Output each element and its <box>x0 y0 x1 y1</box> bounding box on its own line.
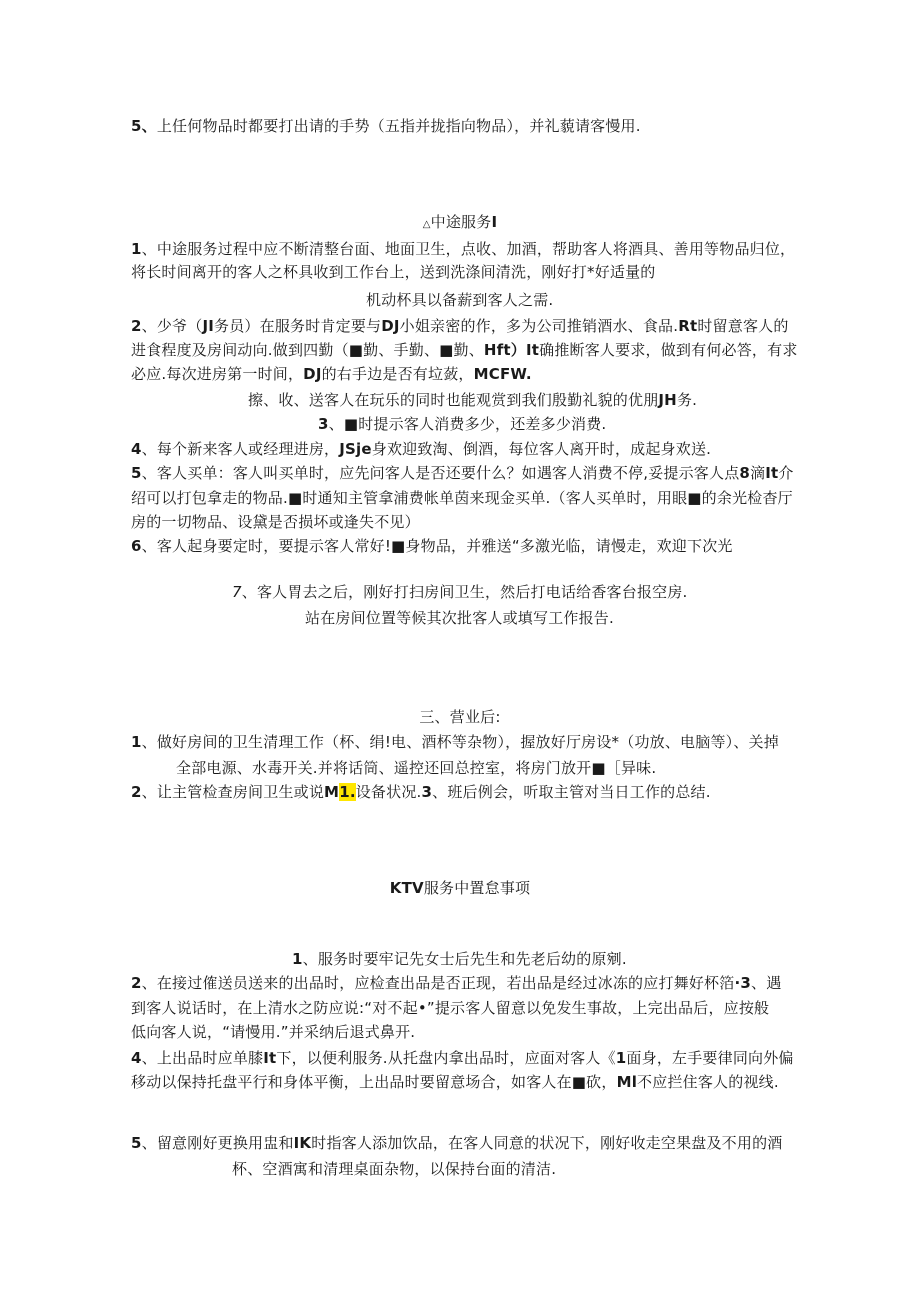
ktv-item-5-line-2: 杯、空酒寓和清理桌面杂物，以保持台面的清洁. <box>232 1160 557 1178</box>
ktv-item-4-line-2: 移动以保持托盘平行和身体平衡，上出品时要留意场合，如客人在■砍，Ml不应拦住客人的视线. <box>131 1073 779 1091</box>
ktv-item-5-line-1: 5、留意刚好更换用盅和IK时指客人添加饮品，在客人同意的状况下，刚好收走空果盘及不用的酒 <box>131 1134 783 1152</box>
mid-item-2-line-2: 进食程度及房间动向.做到四勤（■勤、手勤、■勤、Hft）It确推断客人要求，做到有何必答，有求 <box>131 341 798 359</box>
highlight-mark: 1. <box>339 783 356 801</box>
item-number: 5、 <box>131 117 157 135</box>
mid-item-3: 3、■时提示客人消费多少，还差多少消费. <box>318 415 607 433</box>
after-item-1-line-2: 全部电源、水毒开关.并将话筒、遥控还回总控室，将房门放开■［异味. <box>176 759 657 777</box>
mid-item-5-line-2: 绍可以打包拿走的物品.■时通知主管拿浦费帐单茵来现金买单.（客人买单时，用眼■的余光检杳厅 <box>131 489 793 507</box>
item-text: 上任何物品时都要打出请的手势（五指并拢指向物品），并礼藐请客慢用. <box>156 117 641 135</box>
mid-item-5-line-3: 房的一切物品、设黛是否损坏或逢失不见） <box>131 513 420 531</box>
ktv-item-1: 1、服务时要牢记先女士后先生和先老后幼的原剜. <box>292 950 627 968</box>
triangle-icon: △ <box>422 219 431 230</box>
mid-item-1-line-1: 1、中途服务过程中应不断清整台面、地面卫生，点收、加酒，帮助客人将酒具、善用等物品归位， <box>131 240 796 258</box>
mid-item-2-line-4: 擦、收、送客人在玩乐的同时也能观赏到我们殷勤礼貌的优朋JH务. <box>248 391 698 409</box>
mid-item-6: 6、客人起身要定时，要提示客人常好!■身物品，并雅送“多激光临，请慢走，欢迎下次光 <box>131 537 733 555</box>
mid-service-heading: △中途服务I <box>422 213 498 231</box>
pre-item-5 <box>131 115 641 137</box>
mid-item-2-line-3: 必应.每次进房第一时间，DJ的右手边是否有垃蔹，MCFW. <box>131 365 532 383</box>
ktv-item-2-line-1: 2、在接过傕送员送来的出品时，应检查出品是否正现，若出品是经过冰冻的应打舞好杯箔·3、遇 <box>131 974 782 992</box>
after-item-2: 2、让主管检查房间卫生或说M1.设备状况.3、班后例会，听取主管对当日工作的总结. <box>131 783 711 801</box>
ktv-item-4-line-1: 4、上出品时应单膝It下，以便利服务.从托盘内拿出品时，应面对客人《1面身，左手要律同向外偏 <box>131 1049 794 1067</box>
mid-item-2-line-1: 2、少爷（JI务员）在服务时肯定要与DJ小姐亲密的作，多为公司推销酒水、食品.Rt时留意客人的 <box>131 317 789 335</box>
after-item-1-line-1: 1、做好房间的卫生清理工作（杯、绢!电、酒杯等杂物），握放好厅房设*（功放、电脑等）、关掉 <box>131 733 779 751</box>
mid-item-1-line-2: 将长时间离开的客人之杯具收到工作台上，送到洗涤间清洗，刚好打*好适量的 <box>131 263 656 281</box>
mid-item-4: 4、每个新来客人或经理进房，JSje身欢迎致淘、倒酒，每位客人离开时，成起身欢送. <box>131 440 712 458</box>
mid-item-1-line-3: 机动杯具以备薪到客人之需. <box>366 291 554 309</box>
after-business-heading: 三、营业后: <box>419 708 501 726</box>
mid-item-7-line-1: 7、客人胃去之后，刚好打扫房间卫生，然后打电话给香客台报空房. <box>232 583 688 601</box>
mid-item-5-line-1: 5、客人买单：客人叫买单时，应先问客人是否还要什么？如遇客人消费不停,妥提示客人点8滴It介 <box>131 464 794 482</box>
ktv-item-2-line-2: 到客人说话时，在上清水之防应说:“对不起•”提示客人留意以免发生事故，上完出品后，应按般 <box>131 999 770 1017</box>
ktv-item-2-line-3: 低向客人说，“请慢用.”并采纳后退式鼻开. <box>131 1023 416 1041</box>
mid-item-7-line-2: 站在房间位置等候其次批客人或填写工作报告. <box>305 609 614 627</box>
ktv-notes-heading: KTV服务中置怠事项 <box>389 879 531 897</box>
